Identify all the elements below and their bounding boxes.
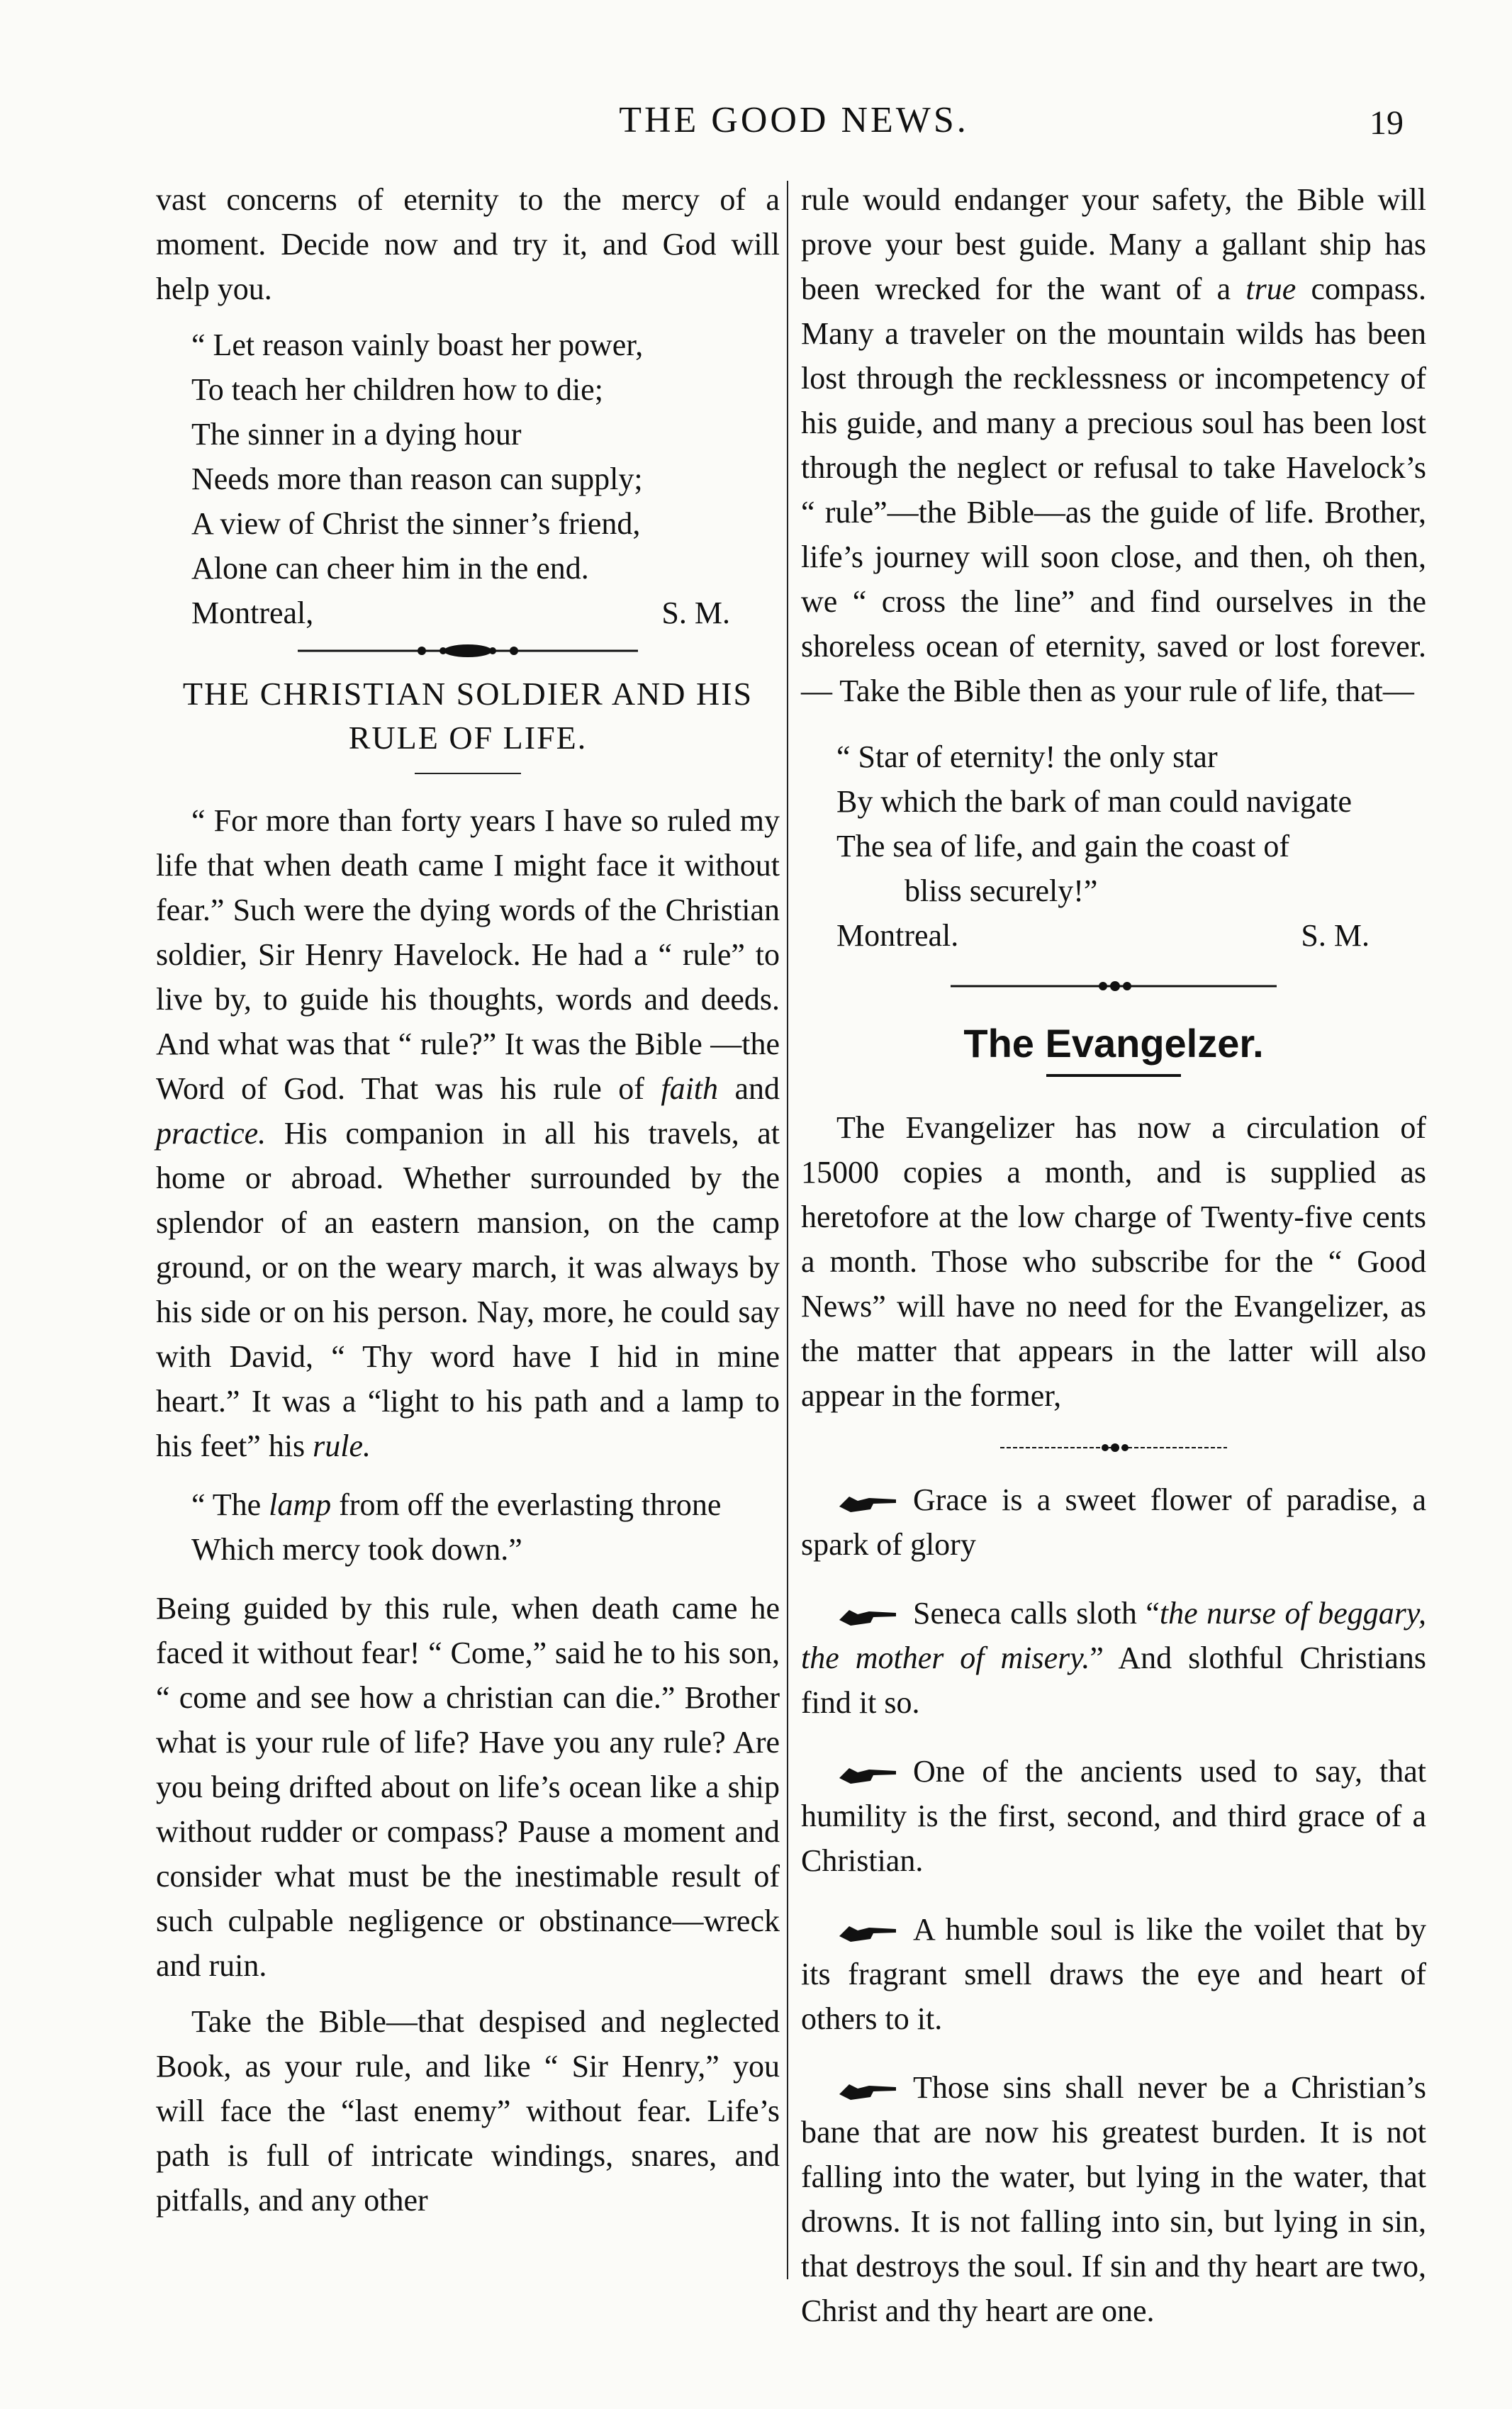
poem-line: Needs more than reason can supply; (191, 462, 643, 496)
list-item (801, 2065, 1426, 2333)
text-run: ” And slothful Christians find it so. (801, 1641, 1426, 1720)
poem-line: “ Star of eternity! the only star (836, 739, 1218, 774)
item-text: Those sins shall never be a Christian’s bane that are now his greatest burden. It is not falling into the water, but lying in the water, that drowns. It is not falling into sin, but lying in sin, that destroys the soul. If sin and thy heart are two, Christ and thy heart are one. (801, 2070, 1426, 2328)
poem-line: By which the bark of man could navigate (836, 784, 1353, 819)
ornamental-rule (801, 1442, 1426, 1453)
ornament-icon (993, 1442, 1234, 1453)
column-divider (787, 181, 788, 2279)
italic-text: true (1245, 272, 1297, 306)
left-paragraph-4: Take the Bible—that despised and neglected Book, as your rule, and like “ Sir Henry,” you will face the “last enemy” without fear. Life’s path is full of intricate windings, snares, and pitfalls, and any other (156, 2004, 780, 2218)
heading-rule (1046, 1074, 1181, 1077)
item-text: One of the ancients used to say, that humility is the first, second, and third grace of a Christian. (801, 1754, 1426, 1878)
list-item (801, 1907, 1426, 2041)
poem-line: The sinner in a dying hour (191, 417, 522, 452)
heading-rule (415, 773, 521, 774)
ornamental-rule (801, 979, 1426, 993)
item-text: Grace is a sweet flower of paradise, a spark of glory (801, 1482, 1426, 1562)
pointing-hand-icon (836, 1921, 900, 1945)
poem-line: A view of Christ the sinner’s friend, (191, 506, 641, 541)
pointing-hand-icon (836, 1762, 900, 1787)
left-poem (191, 323, 780, 591)
right-paragraph-2: The Evangelizer has now a circulation of 15000 copies a month, and is supplied as heretofore at the low charge of Twenty-five cents a month. Those who subscribe for the “ Good News” will have no need for the Evangelizer, as the matter that appears in the latter will also appear in the former, (801, 1110, 1426, 1413)
poem-line: The sea of life, and gain the coast of (836, 829, 1289, 863)
list-item (801, 1591, 1426, 1725)
right-signature (801, 913, 1426, 958)
poem-line: Alone can cheer him in the end. (191, 551, 589, 586)
poem-line: bliss securely!” (905, 873, 1098, 908)
ornament-icon (269, 642, 666, 659)
left-paragraph-1: vast concerns of eternity to the mercy of a moment. Decide now and try it, and God will help you. (156, 182, 780, 306)
item-text: A humble soul is like the voilet that by its fragrant smell draws the eye and heart of others to it. (801, 1912, 1426, 2036)
text-run: rule would endanger your safety, the Bible will prove your best guide. Many a gallant ship has been wrecked for the want of a (801, 182, 1426, 306)
list-item (801, 1477, 1426, 1567)
quote-line-1 (191, 1482, 780, 1527)
italic-text: lamp (269, 1487, 332, 1522)
text-run: and (734, 1071, 780, 1106)
pointing-hand-icon (836, 1491, 900, 1515)
text-run: compass. Many a traveler on the mountain wilds has been lost through the recklessness or incompetency of his guide, and many a precious soul has been lost through the neglect or refusal to take Havelock’s “ rule”—the Bible—as the guide of life. Brother, life’s journey will soon close, and then, oh then, we “ cross the line” and find ourselves in the shoreless ocean of eternity, saved or lost forever.— Take the Bible then as your rule of life, that— (801, 272, 1427, 708)
list-item (801, 1749, 1426, 1883)
signature-initials: S. M. (661, 596, 730, 630)
section-heading: The Evangelzer. (963, 1021, 1264, 1066)
text-run: His companion in all his travels, at home or abroad. Whether surrounded by the splendor of an eastern mansion, on the camp ground, or on the weary march, it was always by his side or on his person. Nay, more, he could say with David, “ Thy word have I hid in mine heart.” It was a “light to his path and a lamp to his feet” his (156, 1116, 780, 1463)
article-heading: THE CHRISTIAN SOLDIER AND HIS RULE OF LIFE. (182, 676, 754, 756)
ornamental-rule (156, 642, 780, 659)
pointing-hand-icon (836, 1604, 900, 1628)
signature-place: Montreal, (191, 596, 314, 630)
poem-line: To teach her children how to die; (191, 372, 603, 407)
page-number: 19 (1370, 104, 1404, 142)
italic-text: faith (661, 1071, 719, 1106)
right-column (801, 177, 1426, 2333)
text-run: “ For more than forty years I have so ruled my life that when death came I might face it without fear.” Such were the dying words of the Christian soldier, Sir Henry Havelock. He had a “ rule” to live by, to guide his thoughts, words and deeds. And what was that “ rule?” It was the Bible —the Word of God. That was his rule of (156, 803, 780, 1106)
text-run: “ The (191, 1487, 262, 1522)
ornament-icon (929, 979, 1298, 993)
text-run: Seneca calls sloth “ (913, 1596, 1160, 1631)
running-head (156, 99, 1404, 156)
text-run: from off the everlasting throne (339, 1487, 722, 1522)
italic-text: rule. (313, 1429, 371, 1463)
left-paragraph-3: Being guided by this rule, when death came he faced it without fear! “ Come,” said he to his son, “ come and see how a christian can die.” Brother what is your rule of life? Have you any rule? Are you being drifted about on life’s ocean like a ship without rudder or compass? Pause a moment and consider what must be the inestimable result of such culpable negligence or obstinance—wreck and ruin. (156, 1591, 780, 1983)
left-signature (156, 591, 780, 635)
right-poem (836, 734, 1426, 913)
italic-text: the nurse of beggary, the mother of misery. (801, 1596, 1426, 1675)
left-column (156, 177, 780, 2223)
left-paragraph-2 (156, 798, 780, 1468)
signature-place: Montreal. (836, 918, 959, 953)
left-quote (191, 1482, 780, 1572)
quote-line-2: Which mercy took down.” (191, 1532, 522, 1567)
pointing-hand-icon (836, 2079, 900, 2103)
signature-initials: S. M. (1301, 918, 1370, 953)
right-paragraph-1 (801, 177, 1426, 713)
poem-line: “ Let reason vainly boast her power, (191, 328, 644, 362)
italic-text: practice. (156, 1116, 267, 1151)
page-title: THE GOOD NEWS. (619, 100, 969, 140)
